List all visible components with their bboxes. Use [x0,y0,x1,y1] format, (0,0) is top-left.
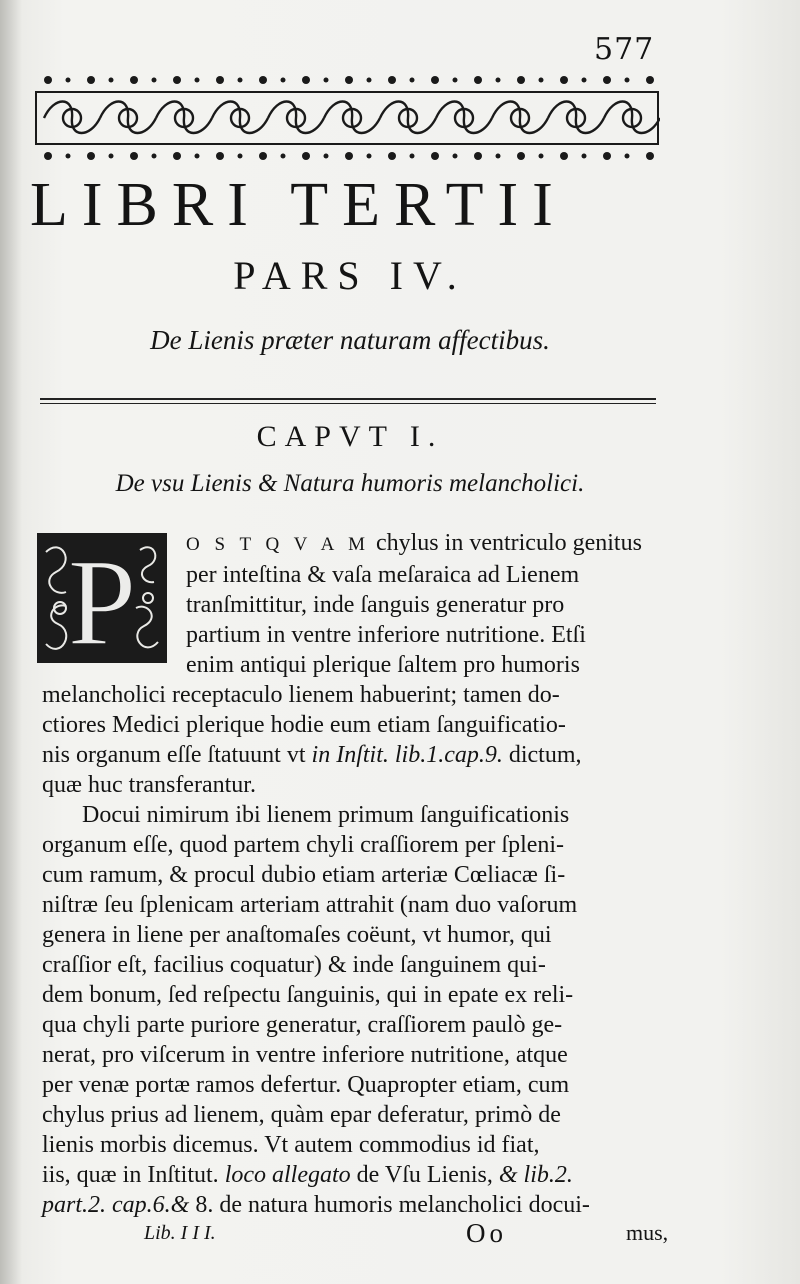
text-span: chylus in ventriculo genitus [369,530,642,556]
italic-reference: part.2. cap.6.& [42,1192,190,1218]
text-span: O S T Q V A M [186,534,370,555]
italic-reference: in Inſtit. lib.1.cap.9. [311,742,503,768]
text-span: qua chyli parte puriore generatur, craſſiorem paulò ge- [42,1012,563,1038]
text-span: organum eſſe, quod partem chyli craſſiorem per ſpleni- [42,832,565,858]
text-line [42,980,573,1010]
text-span: per inteſtina & vaſa meſaraica ad Lienem [186,562,580,588]
text-span: genera in liene per anaſtomaſes coëunt, vt humor, qui [42,922,552,948]
text-span: craſſior eſt, facilius coquatur) & inde ſanguinem qui- [42,952,546,978]
chapter-heading: CAPVT I. [256,420,444,453]
text-line [42,1130,540,1160]
catchword: mus, [626,1220,669,1245]
text-line [186,620,586,650]
text-line [42,1040,568,1070]
text-span: partium in ventre inferiore nutritione. Etſi [186,622,586,648]
text-span: enim antiqui plerique ſaltem pro humoris [186,652,580,678]
text-line [42,740,582,770]
text-line [186,590,564,620]
section-subject: De Lienis præter naturam affectibus. [150,325,550,355]
text-line [186,650,580,680]
text-line [42,1100,561,1130]
text-line [42,1070,569,1100]
part-heading: PARS IV. [233,253,467,298]
text-line [42,860,565,890]
text-span: 8. de natura humoris melancholici docui- [189,1192,590,1218]
text-span: nis organum eſſe ſtatuunt vt [42,742,312,768]
divider-rule [40,398,656,404]
signature-mark: Lib. I I I. [144,1222,216,1244]
text-span: de Vſu Lienis, [350,1162,499,1188]
gathering-mark: Oo [466,1218,507,1248]
italic-reference: loco allegato [224,1162,351,1188]
text-line [82,800,569,830]
book-title: LIBRI TERTII [30,171,567,239]
text-line [42,920,552,950]
text-line [42,950,546,980]
text-span: per venæ portæ ramos defertur. Quapropter etiam, cum [42,1072,570,1098]
text-span: niſtræ ſeu ſplenicam arteriam attrahit (nam duo vaſorum [42,892,578,918]
text-span: iis, quæ in Inſtitut. [42,1162,225,1188]
text-line [42,770,256,800]
initial-letter: P [67,534,137,664]
text-span: melancholici receptaculo lienem habuerint; tamen do- [42,682,560,708]
text-line [42,830,564,860]
text-line [42,890,577,920]
chapter-subtitle: De vsu Lienis & Natura humoris melancholici. [115,470,585,497]
text-line [42,680,560,710]
text-line [42,710,566,740]
italic-reference: & lib.2. [498,1162,573,1188]
text-span: cum ramum, & procul dubio etiam arteriæ Cœliacæ ſi- [42,862,566,888]
text-line [42,1160,573,1190]
decorated-initial-p [36,532,168,664]
text-line [186,560,579,590]
text-span: Docui nimirum ibi lienem primum ſanguificationis [82,802,570,828]
text-span: tranſmittitur, inde ſanguis generatur pro [186,592,565,618]
text-span: chylus prius ad lienem, quàm epar deferatur, primò de [42,1102,561,1128]
text-span: lienis morbis dicemus. Vt autem commodius id fiat, [42,1132,540,1158]
text-line [186,528,642,560]
page-number: 577 [594,32,655,67]
text-line [42,1010,562,1040]
text-span: ctiores Medici plerique hodie eum etiam ſanguificatio- [42,712,566,738]
binding-shadow [0,0,22,1284]
text-span: quæ huc transferantur. [42,772,256,798]
text-span: dictum, [502,742,582,768]
headpiece-ornament [34,72,660,164]
text-line [42,1190,590,1220]
text-span: nerat, pro viſcerum in ventre inferiore nutritione, atque [42,1042,568,1068]
text-span: dem bonum, ſed reſpectu ſanguinis, qui in epate ex reli- [42,982,574,1008]
